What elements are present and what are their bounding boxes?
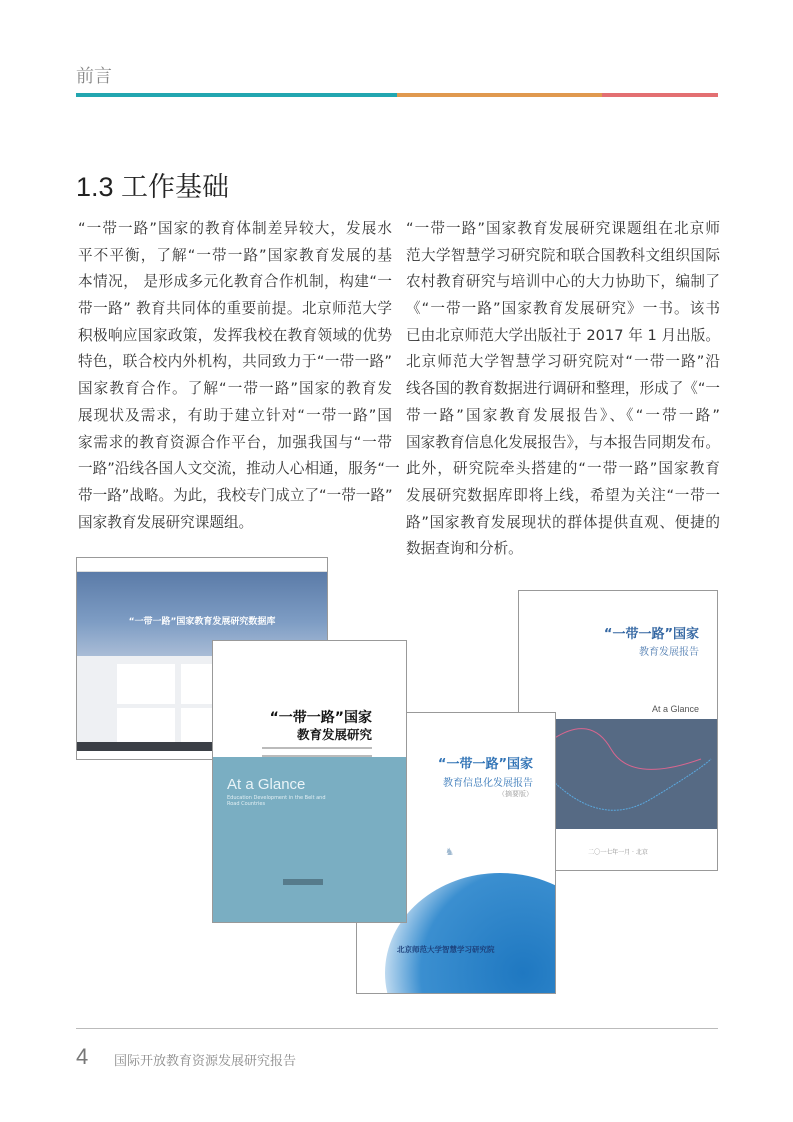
book-title: “一带一路”国家 (269, 710, 372, 726)
paragraph-line: 国家教育信息化发展报告》，与本报告同期发布。 (406, 433, 720, 451)
paragraph-line: 积极响应国家政策，发挥我校在教育领域的优势 (78, 326, 392, 344)
right-paragraph (406, 216, 720, 563)
header-color-bar (76, 93, 718, 97)
publisher-logo (283, 879, 323, 885)
website-card (117, 664, 175, 704)
paragraph-line: 带一路”国家教育发展报告》、《“一带一路” (406, 406, 720, 424)
paragraph-line: 路”国家教育发展现状的群体提供直观、便捷的 (406, 513, 720, 531)
book-title: “一带一路”国家 (603, 627, 699, 642)
paragraph-line: 发展研究数据库即将上线，希望为关注“一带一 (406, 486, 720, 504)
bar-segment-teal (76, 93, 397, 97)
paragraph-line: 线各国的教育数据进行调研和整理，形成了《“一 (406, 380, 721, 398)
institute-name: 北京师范大学智慧学习研究院 (397, 945, 495, 954)
paragraph-line: 家需求的教育资源合作平台，加强我国与“一带 (78, 433, 392, 451)
book-subtitle: 教育发展研究 (296, 727, 372, 742)
paragraph-line: 本情况， 是形成多元化教育合作机制，构建“一 (78, 273, 392, 291)
book-cover-education-research (212, 640, 407, 923)
paragraph-line: 国家教育发展研究课题组。 (78, 513, 254, 531)
book-author-lines (262, 747, 372, 757)
book-edition: （摘要版） (498, 790, 533, 798)
section-header: 前言 (76, 66, 112, 87)
page-number: 4 (76, 1044, 89, 1069)
paragraph-line: 《“一带一路”国家教育发展研究》一书。该书 (406, 300, 720, 318)
paragraph-line: 范大学智慧学习研究院和联合国教科文组织国际 (406, 246, 720, 264)
camel-icon: ♞ (445, 847, 454, 858)
book-title: “一带一路”国家 (437, 757, 533, 772)
blue-wave-graphic (385, 873, 556, 994)
paragraph-line: 一路”沿线各国人文交流，推动人心相通，服务“一 (78, 460, 400, 478)
paragraph-line: 带一路” 教育共同体的重要前提。北京师范大学 (78, 300, 392, 318)
section-title: 1.3 工作基础 (76, 172, 230, 202)
paragraph-line: 农村教育研究与培训中心的大力协助下，编制了 (406, 273, 720, 291)
left-paragraph (78, 216, 400, 536)
footer-report-title: 国际开放教育资源发展研究报告 (114, 1054, 297, 1069)
paragraph-line: 北京师范大学智慧学习研究院对“一带一路”沿 (406, 353, 720, 371)
footer-divider (76, 1028, 718, 1029)
paragraph-line: 带一路”战略。为此，我校专门成立了“一带一路” (78, 486, 393, 504)
book-subtitle: 教育发展报告 (639, 647, 699, 658)
paragraph-line: “一带一路”国家的教育体制差异较大，发展水 (78, 220, 392, 237)
website-nav (77, 558, 327, 572)
paragraph-line: 数据查询和分析。 (406, 540, 523, 558)
paragraph-line: 国家教育合作。了解“一带一路”国家的教育发 (78, 380, 392, 398)
book-english-title: At a Glance (227, 776, 306, 793)
paragraph-line: 平不平衡，了解“一带一路”国家教育发展的基 (78, 246, 392, 264)
book-english-title: At a Glance (651, 704, 699, 714)
paragraph-line: 已由北京师范大学出版社于 2017 年 1 月出版。 (406, 326, 720, 344)
book-subtitle: 教育信息化发展报告 (443, 778, 533, 789)
database-title: “一带一路”国家教育发展研究数据库 (128, 617, 276, 627)
bar-segment-red (602, 93, 718, 97)
bar-segment-orange (397, 93, 602, 97)
book-english-subtitle: Education Development in the Belt and Road Countries (227, 795, 326, 807)
paragraph-line: 此外，研究院牵头搭建的“一带一路”国家教育 (406, 460, 720, 478)
route-map-image (551, 719, 717, 829)
paragraph-line: 特色，联合校内外机构，共同致力于“一带一路” (78, 353, 392, 371)
paragraph-line: “一带一路”国家教育发展研究课题组在北京师 (406, 220, 720, 237)
book-date: 二〇一七年一月 · 北京 (588, 849, 648, 856)
paragraph-line: 展现状及需求，有助于建立针对“一带一路”国 (78, 406, 392, 424)
